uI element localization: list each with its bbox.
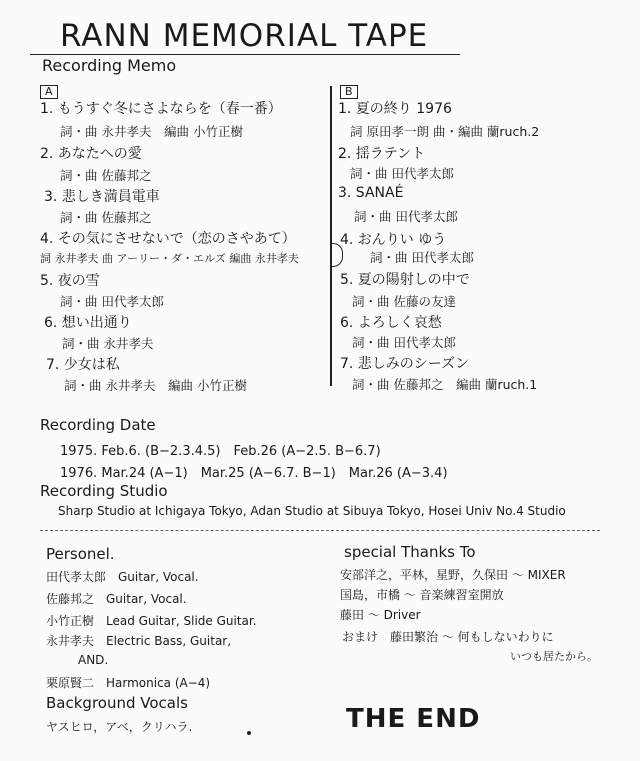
side-b-box: B bbox=[340, 85, 358, 99]
side-b-label bbox=[340, 80, 358, 99]
side-a-track-6-credit: 詞・曲 永井孝夫 bbox=[62, 336, 154, 351]
recording-date-heading: Recording Date bbox=[40, 416, 156, 434]
side-a-track-4-credit: 詞 永井孝夫 曲 アーリー・ダ・エルズ 編曲 永井孝夫 bbox=[40, 252, 299, 265]
special-thanks-line-1: 安部洋之，平林，星野，久保田 〜 MIXER bbox=[340, 568, 566, 582]
side-b-track-4-title: 4. おんりい ゆう bbox=[340, 232, 447, 248]
side-b-track-6-credit: 詞・曲 田代孝太郎 bbox=[352, 335, 456, 350]
side-b-track-5-title: 5. 夏の陽射しの中で bbox=[340, 272, 470, 288]
recording-date-line-1: 1975. Feb.6. (B−2.3.4.5) Feb.26 (A−2.5. B−6.7) bbox=[60, 444, 381, 459]
side-a-track-5-title: 5. 夜の雪 bbox=[40, 273, 100, 289]
side-a-track-7-title: 7. 少女は私 bbox=[46, 357, 120, 373]
side-b-track-2-credit: 詞・曲 田代孝太郎 bbox=[350, 166, 454, 181]
side-a-track-4-title: 4. その気にさせないで（恋のさやあて） bbox=[40, 231, 296, 247]
side-a-track-5-credit: 詞・曲 田代孝太郎 bbox=[60, 294, 164, 309]
section-divider bbox=[40, 530, 600, 531]
personnel-member-1: 田代孝太郎 Guitar, Vocal. bbox=[46, 570, 199, 584]
side-a-track-3-credit: 詞・曲 佐藤邦之 bbox=[60, 210, 152, 225]
recording-date-line-2: 1976. Mar.24 (A−1) Mar.25 (A−6.7. B−1) Mar.26 (A−3.4) bbox=[60, 466, 448, 481]
recording-studio-line: Sharp Studio at Ichigaya Tokyo, Adan Studio at Sibuya Tokyo, Hosei Univ No.4 Studio bbox=[58, 504, 566, 518]
background-vocals-heading: Background Vocals bbox=[46, 694, 188, 712]
side-a-track-1-credit: 詞・曲 永井孝夫 編曲 小竹正樹 bbox=[60, 124, 243, 139]
side-a-label bbox=[40, 80, 58, 99]
personnel-member-3: 小竹正樹 Lead Guitar, Slide Guitar. bbox=[46, 614, 257, 628]
personnel-member-4: 永井孝夫 Electric Bass, Guitar, bbox=[46, 634, 232, 648]
special-thanks-heading: special Thanks To bbox=[344, 543, 476, 561]
side-b-track-4-credit: 詞・曲 田代孝太郎 bbox=[370, 250, 474, 265]
side-a-track-6-title: 6. 想い出通り bbox=[44, 315, 132, 331]
title-underline bbox=[30, 54, 460, 55]
side-b-track-5-credit: 詞・曲 佐藤の友達 bbox=[352, 294, 456, 309]
special-thanks-line-5: いつも居たから。 bbox=[510, 650, 598, 663]
side-divider bbox=[330, 86, 332, 386]
personnel-member-2: 佐藤邦之 Guitar, Vocal. bbox=[46, 592, 187, 606]
side-a-box: A bbox=[40, 85, 58, 99]
side-b-track-1-title: 1. 夏の終り 1976 bbox=[338, 101, 452, 117]
personnel-member-5: 栗原賢二 Harmonica (A−4) bbox=[46, 676, 211, 690]
background-vocals-names: ヤスヒロ，アベ，クリハラ. bbox=[46, 720, 193, 734]
ink-dot bbox=[247, 731, 251, 735]
side-b-track-7-credit: 詞・曲 佐藤邦之 編曲 蘭ruch.1 bbox=[352, 377, 538, 392]
side-a-track-2-credit: 詞・曲 佐藤邦之 bbox=[60, 168, 152, 183]
side-b-track-3-credit: 詞・曲 田代孝太郎 bbox=[354, 209, 458, 224]
personnel-heading: Personel. bbox=[46, 545, 115, 563]
special-thanks-line-3: 藤田 〜 Driver bbox=[340, 608, 421, 622]
the-end-text: THE END bbox=[346, 704, 481, 734]
side-b-track-1-credit: 詞 原田孝一朗 曲・編曲 蘭ruch.2 bbox=[350, 124, 540, 139]
side-b-track-3-title: 3. SANAÉ bbox=[338, 185, 404, 201]
side-a-track-2-title: 2. あなたへの愛 bbox=[40, 146, 142, 162]
recording-studio-heading: Recording Studio bbox=[40, 482, 168, 500]
side-a-track-7-credit: 詞・曲 永井孝夫 編曲 小竹正樹 bbox=[64, 378, 247, 393]
memo-heading: Recording Memo bbox=[42, 56, 177, 75]
side-b-track-6-title: 6. よろしく哀愁 bbox=[340, 315, 442, 331]
special-thanks-line-2: 国島，市橋 〜 音楽練習室開放 bbox=[340, 588, 504, 602]
side-a-track-1-title: 1. もうすぐ冬にさよならを（春一番） bbox=[40, 101, 282, 117]
side-b-track-2-title: 2. 揺ラテント bbox=[338, 146, 426, 162]
special-thanks-line-4: おまけ 藤田繁治 〜 何もしないわりに bbox=[342, 630, 554, 644]
side-b-track-7-title: 7. 悲しみのシーズン bbox=[340, 356, 470, 372]
personnel-and: AND. bbox=[78, 653, 109, 667]
side-a-track-3-title: 3. 悲しき満員電車 bbox=[44, 189, 160, 205]
page-title: RANN MEMORIAL TAPE bbox=[60, 18, 429, 54]
